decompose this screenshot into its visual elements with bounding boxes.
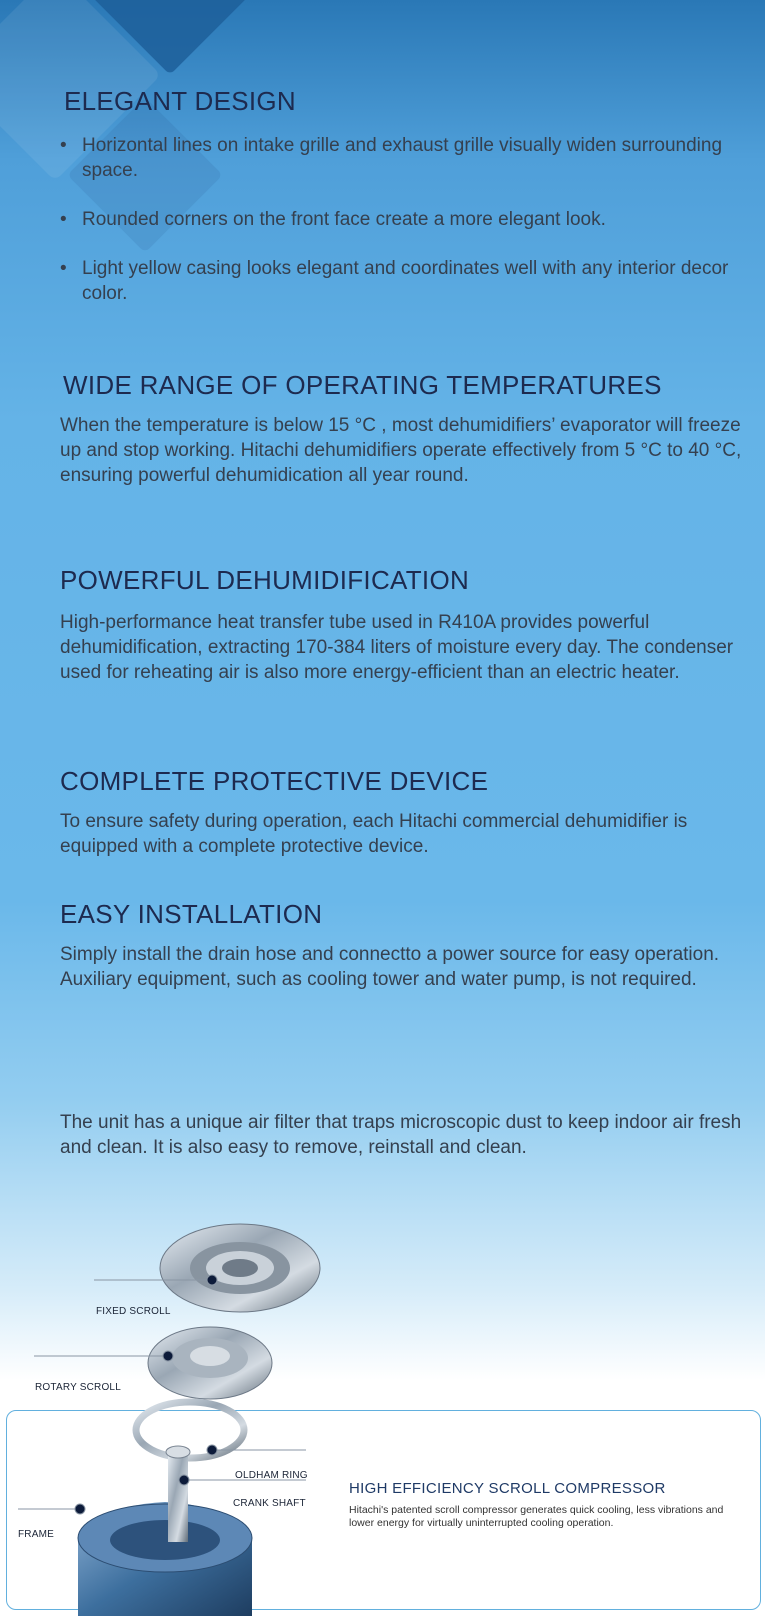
oldham-ring-label: OLDHAM RING — [235, 1470, 308, 1481]
crank-shaft-part — [166, 1446, 190, 1542]
section-air-filter — [60, 1110, 750, 1160]
section-protective-device — [60, 766, 750, 859]
frame-part — [78, 1502, 252, 1616]
section-powerful-dehumidification — [60, 565, 750, 685]
section-heading: WIDE RANGE OF OPERATING TEMPERATURES — [63, 370, 662, 400]
section-elegant-design — [60, 86, 750, 330]
section-heading: ELEGANT DESIGN — [64, 86, 297, 116]
section-text: When the temperature is below 15 °C , most dehumidifiers’ evaporator will freeze up and stop working. Hitachi dehumidifiers operate effectively from 5 °C to 40 °C, ensuring powerful dehumidication all year round. — [60, 415, 742, 486]
section-text: High-performance heat transfer tube used in R410A provides powerful dehumidification, extracting 170-384 liters of moisture every day. The condenser used for reheating air is also more energy-efficient than an electric heater. — [60, 612, 734, 683]
section-heading: EASY INSTALLATION — [60, 899, 323, 929]
feature-list — [60, 133, 750, 306]
section-text: To ensure safety during operation, each Hitachi commercial dehumidifier is equipped with a complete protective device. — [60, 811, 688, 857]
fixed-scroll-label: FIXED SCROLL — [96, 1306, 171, 1317]
compressor-title: HIGH EFFICIENCY SCROLL COMPRESSOR — [349, 1480, 666, 1497]
list-item: • Horizontal lines on intake grille and exhaust grille visually widen surrounding space. — [60, 133, 750, 183]
section-text: The unit has a unique air filter that traps microscopic dust to keep indoor air fresh and clean. It is also easy to remove, reinstall and clean. — [60, 1112, 742, 1158]
compressor-description: Hitachi's patented scroll compressor generates quick cooling, less vibrations and lower energy for virtually uninterrupted cooling operation. — [349, 1504, 724, 1529]
list-item: • Rounded corners on the front face create a more elegant look. — [60, 207, 750, 232]
rotary-scroll-part — [148, 1327, 272, 1399]
crank-shaft-label: CRANK SHAFT — [233, 1498, 306, 1509]
section-text: Simply install the drain hose and connectto a power source for easy operation. Auxiliary equipment, such as cooling tower and water pump, is not required. — [60, 944, 720, 990]
fixed-scroll-part — [160, 1224, 320, 1312]
rotary-scroll-label: ROTARY SCROLL — [35, 1382, 121, 1393]
frame-label: FRAME — [18, 1529, 54, 1540]
section-heading: POWERFUL DEHUMIDIFICATION — [60, 565, 470, 595]
list-item: • Light yellow casing looks elegant and coordinates well with any interior decor color. — [60, 256, 750, 306]
section-heading: COMPLETE PROTECTIVE DEVICE — [60, 766, 489, 796]
section-operating-temperatures — [60, 370, 750, 488]
section-easy-installation — [60, 899, 750, 992]
scroll-compressor-illustration — [0, 1220, 330, 1616]
